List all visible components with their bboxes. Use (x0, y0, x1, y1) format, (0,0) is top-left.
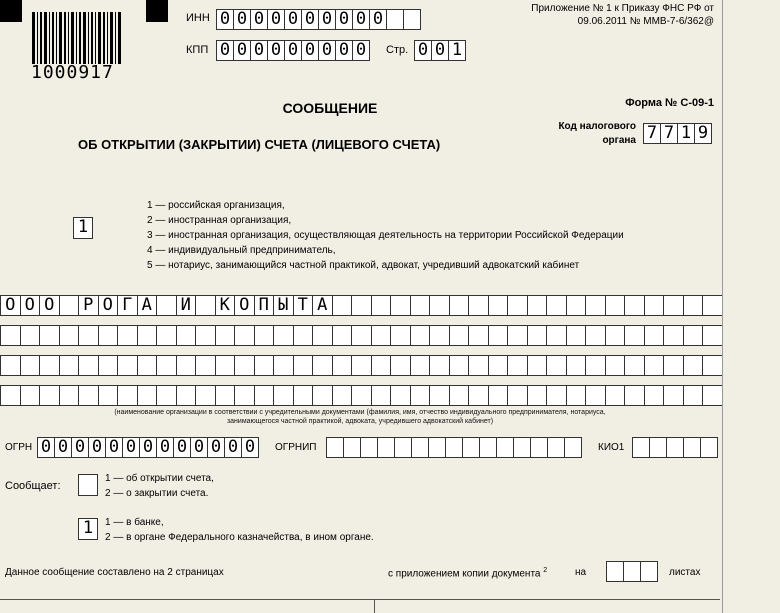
name-cell[interactable] (195, 295, 216, 316)
name-cell[interactable] (293, 325, 314, 346)
ogrnip-cell[interactable] (530, 437, 548, 458)
ogrnip-cell[interactable] (428, 437, 446, 458)
ogrnip-cell[interactable] (377, 437, 395, 458)
name-cell[interactable] (468, 385, 489, 406)
name-cell[interactable] (176, 355, 197, 376)
org-type-option: 1 — российская организация, (147, 200, 285, 211)
name-cell[interactable] (624, 295, 645, 316)
form-number: Форма № С-09-1 (625, 97, 714, 109)
name-cell[interactable]: Т (293, 295, 314, 316)
name-cell[interactable] (527, 325, 548, 346)
name-cell[interactable] (371, 355, 392, 376)
ogrn-cell[interactable]: 0 (139, 437, 157, 458)
name-cell[interactable] (566, 385, 587, 406)
tax-code-cell[interactable]: 9 (694, 123, 712, 144)
reports-label: Сообщает: (5, 480, 61, 492)
inn-label: ИНН (186, 12, 210, 24)
name-cell[interactable] (390, 385, 411, 406)
name-caption-line1: (наименование организации в соответствии с учредительными документами (фамилия, имя, отчество индивидуального предпринимателя, нотариуса, (114, 409, 606, 416)
name-cell[interactable] (507, 295, 528, 316)
name-grid-row[interactable] (0, 325, 722, 346)
name-cell[interactable] (585, 355, 606, 376)
name-cell[interactable] (683, 295, 704, 316)
name-cell[interactable] (234, 325, 255, 346)
ogrn-cell[interactable]: 0 (190, 437, 208, 458)
name-cell[interactable] (332, 325, 353, 346)
copy-text-label: с приложением копии документа (388, 568, 541, 580)
name-cell[interactable] (663, 295, 684, 316)
name-cell[interactable]: О (234, 295, 255, 316)
location-option-bank: 1 — в банке, (105, 517, 164, 528)
ogrnip-cell[interactable] (445, 437, 463, 458)
pages-text: Данное сообщение составлено на 2 страницах (5, 567, 224, 578)
name-cell[interactable] (663, 385, 684, 406)
name-cell[interactable] (117, 325, 138, 346)
page-number-cell[interactable]: 1 (448, 40, 466, 61)
name-cell[interactable] (410, 325, 431, 346)
name-cell[interactable] (410, 385, 431, 406)
page-label: Стр. (386, 44, 409, 56)
name-cell[interactable] (683, 325, 704, 346)
name-cell[interactable] (254, 355, 275, 376)
reports-field[interactable] (78, 474, 98, 496)
name-cell[interactable] (605, 295, 626, 316)
name-cell[interactable] (624, 385, 645, 406)
name-cell[interactable] (702, 295, 723, 316)
name-cell[interactable] (702, 355, 723, 376)
name-cell[interactable] (605, 325, 626, 346)
inn-cell[interactable]: 0 (335, 9, 353, 30)
name-cell[interactable] (468, 355, 489, 376)
kpp-field[interactable] (216, 40, 369, 61)
ogrnip-cell[interactable] (513, 437, 531, 458)
inn-cell[interactable]: 0 (352, 9, 370, 30)
name-cell[interactable] (410, 295, 431, 316)
reports-options (105, 471, 214, 501)
copy-text (388, 567, 547, 579)
name-cell[interactable] (390, 325, 411, 346)
kio-cell[interactable] (632, 437, 650, 458)
name-cell[interactable] (0, 355, 21, 376)
kio-cell[interactable] (700, 437, 718, 458)
corner-marker-right (146, 0, 168, 22)
name-cell[interactable]: О (0, 295, 21, 316)
name-cell[interactable] (273, 385, 294, 406)
name-cell[interactable]: Р (78, 295, 99, 316)
bottom-column-divider (374, 599, 375, 613)
right-margin-line (722, 0, 723, 613)
name-cell[interactable] (605, 355, 626, 376)
name-cell[interactable] (117, 355, 138, 376)
name-cell[interactable] (59, 385, 80, 406)
ogrn-cell[interactable]: 0 (88, 437, 106, 458)
kio-cell[interactable] (683, 437, 701, 458)
name-cell[interactable] (429, 385, 450, 406)
name-cell[interactable] (332, 385, 353, 406)
kpp-cell[interactable]: 0 (233, 40, 251, 61)
corner-marker-left (0, 0, 22, 22)
tax-code-cell[interactable]: 7 (660, 123, 678, 144)
name-cell[interactable] (644, 295, 665, 316)
name-cell[interactable] (410, 355, 431, 376)
name-grid-row[interactable] (0, 385, 722, 406)
name-cell[interactable] (468, 325, 489, 346)
name-cell[interactable] (585, 325, 606, 346)
name-cell[interactable]: А (137, 295, 158, 316)
sheets-cell[interactable] (606, 561, 624, 582)
name-cell[interactable] (351, 325, 372, 346)
name-cell[interactable] (117, 385, 138, 406)
name-cell[interactable] (156, 295, 177, 316)
name-cell[interactable] (254, 385, 275, 406)
kpp-cell[interactable]: 0 (284, 40, 302, 61)
sheets-cell[interactable] (623, 561, 641, 582)
kpp-cell[interactable]: 0 (216, 40, 234, 61)
copy-footnote: 2 (543, 567, 548, 574)
name-cell[interactable] (546, 385, 567, 406)
name-cell[interactable] (78, 355, 99, 376)
name-cell[interactable] (390, 355, 411, 376)
location-option-treasury: 2 — в органе Федерального казначейства, в ином органе. (105, 532, 374, 543)
name-cell[interactable] (605, 385, 626, 406)
name-cell[interactable]: О (39, 295, 60, 316)
name-cell[interactable] (624, 355, 645, 376)
name-cell[interactable] (234, 385, 255, 406)
name-cell[interactable] (156, 385, 177, 406)
ogrn-cell[interactable]: 0 (156, 437, 174, 458)
inn-cell[interactable]: 0 (284, 9, 302, 30)
name-cell[interactable] (215, 385, 236, 406)
name-cell[interactable] (39, 325, 60, 346)
name-cell[interactable] (468, 295, 489, 316)
org-type-option: 2 — иностранная организация, (147, 215, 292, 226)
bottom-divider (0, 599, 720, 600)
name-cell[interactable] (78, 385, 99, 406)
tax-code-label-line2: органа (602, 135, 636, 146)
name-cell[interactable] (449, 385, 470, 406)
name-cell[interactable] (507, 325, 528, 346)
kpp-cell[interactable]: 0 (318, 40, 336, 61)
ogrnip-label: ОГРНИП (275, 442, 317, 453)
on-label: на (575, 567, 587, 578)
ogrn-cell[interactable]: 0 (173, 437, 191, 458)
name-cell[interactable]: Г (117, 295, 138, 316)
name-cell[interactable] (78, 325, 99, 346)
ogrn-field[interactable] (37, 437, 258, 458)
ogrnip-cell[interactable] (411, 437, 429, 458)
kio-cell[interactable] (649, 437, 667, 458)
ogrnip-cell[interactable] (462, 437, 480, 458)
name-cell[interactable]: Ы (273, 295, 294, 316)
name-cell[interactable] (449, 355, 470, 376)
name-cell[interactable] (293, 385, 314, 406)
name-cell[interactable] (390, 295, 411, 316)
sheets-field[interactable] (606, 561, 657, 582)
barcode (32, 12, 124, 64)
kpp-cell[interactable]: 0 (267, 40, 285, 61)
tax-code-label-line1: Код налогового (558, 121, 636, 132)
org-type-field[interactable]: 1 (73, 217, 93, 239)
name-cell[interactable] (20, 355, 41, 376)
kpp-label: КПП (186, 44, 209, 56)
name-cell[interactable] (351, 355, 372, 376)
inn-cell[interactable]: 0 (216, 9, 234, 30)
sheets-cell[interactable] (640, 561, 658, 582)
inn-cell[interactable]: 0 (369, 9, 387, 30)
tax-code-label (540, 120, 636, 148)
kio-cell[interactable] (666, 437, 684, 458)
ogrnip-cell[interactable] (326, 437, 344, 458)
ogrn-cell[interactable]: 0 (71, 437, 89, 458)
inn-cell[interactable]: 0 (233, 9, 251, 30)
name-cell[interactable]: К (215, 295, 236, 316)
name-cell[interactable] (254, 325, 275, 346)
appendix-line2: 09.06.2011 № ММВ-7-6/362@ (577, 16, 714, 27)
name-caption-line2: занимающегося частной практикой, адвоката, учредившего адвокатский кабинет) (226, 418, 494, 425)
ogrn-cell[interactable]: 0 (207, 437, 225, 458)
page-number-cell[interactable]: 0 (431, 40, 449, 61)
ogrn-label: ОГРН (5, 442, 33, 453)
name-cell[interactable] (137, 355, 158, 376)
name-cell[interactable] (293, 355, 314, 376)
kpp-cell[interactable]: 0 (301, 40, 319, 61)
org-type-option: 5 — нотариус, занимающийся частной практикой, адвокат, учредивший адвокатский кабинет (147, 260, 580, 271)
name-cell[interactable] (137, 325, 158, 346)
name-cell[interactable] (527, 385, 548, 406)
appendix-line1: Приложение № 1 к Приказу ФНС РФ от (531, 3, 714, 14)
name-cell[interactable] (59, 295, 80, 316)
name-cell[interactable] (0, 385, 21, 406)
reports-option-close: 2 — о закрытии счета. (105, 488, 209, 499)
name-cell[interactable] (429, 325, 450, 346)
name-cell[interactable]: О (98, 295, 119, 316)
name-cell[interactable] (488, 325, 509, 346)
name-cell[interactable] (312, 325, 333, 346)
ogrnip-cell[interactable] (479, 437, 497, 458)
name-cell[interactable] (59, 325, 80, 346)
inn-cell[interactable]: 0 (267, 9, 285, 30)
name-cell[interactable] (663, 325, 684, 346)
name-cell[interactable] (644, 385, 665, 406)
name-cell[interactable] (663, 355, 684, 376)
name-cell[interactable] (371, 385, 392, 406)
page-number-cell[interactable]: 0 (414, 40, 432, 61)
barcode-number: 1000917 (31, 62, 114, 83)
name-cell[interactable] (585, 385, 606, 406)
form-subtitle: ОБ ОТКРЫТИИ (ЗАКРЫТИИ) СЧЕТА (ЛИЦЕВОГО СЧЕТА) (78, 137, 441, 152)
name-cell[interactable] (546, 325, 567, 346)
kpp-cell[interactable]: 0 (352, 40, 370, 61)
name-cell[interactable]: И (176, 295, 197, 316)
sheets-label: листах (669, 567, 701, 578)
name-cell[interactable]: П (254, 295, 275, 316)
name-cell[interactable] (215, 355, 236, 376)
name-grid-row[interactable] (0, 355, 722, 376)
name-cell[interactable] (566, 295, 587, 316)
name-cell[interactable] (507, 385, 528, 406)
appendix-note (470, 2, 714, 28)
name-cell[interactable]: А (312, 295, 333, 316)
name-cell[interactable] (566, 325, 587, 346)
name-cell[interactable] (137, 385, 158, 406)
name-cell[interactable] (273, 355, 294, 376)
name-cell[interactable] (312, 355, 333, 376)
name-cell[interactable] (507, 355, 528, 376)
tax-code-field[interactable] (643, 123, 711, 144)
org-type-option: 3 — иностранная организация, осуществляющая деятельность на территории Российской Федерации (147, 230, 624, 241)
name-cell[interactable] (20, 385, 41, 406)
name-cell[interactable] (39, 355, 60, 376)
name-cell[interactable] (98, 385, 119, 406)
name-cell[interactable] (624, 325, 645, 346)
name-cell[interactable] (273, 325, 294, 346)
name-cell[interactable] (371, 295, 392, 316)
name-cell[interactable] (0, 325, 21, 346)
name-cell[interactable] (702, 325, 723, 346)
ogrnip-field[interactable] (326, 437, 581, 458)
name-cell[interactable] (488, 295, 509, 316)
name-cell[interactable] (449, 325, 470, 346)
name-cell[interactable] (234, 355, 255, 376)
name-cell[interactable] (546, 355, 567, 376)
org-type-option: 4 — индивидуальный предприниматель, (147, 245, 336, 256)
name-cell[interactable] (332, 355, 353, 376)
name-cell[interactable] (429, 295, 450, 316)
ogrnip-cell[interactable] (496, 437, 514, 458)
name-cell[interactable] (527, 295, 548, 316)
ogrn-cell[interactable]: 0 (37, 437, 55, 458)
name-cell[interactable] (585, 295, 606, 316)
form-title: СООБЩЕНИЕ (282, 100, 378, 116)
name-cell[interactable] (488, 385, 509, 406)
org-type-options (147, 198, 624, 273)
ogrnip-cell[interactable] (547, 437, 565, 458)
name-cell[interactable] (39, 385, 60, 406)
inn-cell[interactable] (403, 9, 421, 30)
tax-code-cell[interactable]: 1 (677, 123, 695, 144)
ogrn-cell[interactable]: 0 (105, 437, 123, 458)
name-cell[interactable] (644, 325, 665, 346)
inn-field[interactable] (216, 9, 420, 30)
name-cell[interactable] (176, 385, 197, 406)
name-cell[interactable] (566, 355, 587, 376)
name-cell[interactable] (702, 385, 723, 406)
name-cell[interactable] (98, 355, 119, 376)
name-grid-row[interactable] (0, 295, 722, 316)
ogrn-cell[interactable]: 0 (54, 437, 72, 458)
name-cell[interactable] (332, 295, 353, 316)
ogrnip-cell[interactable] (394, 437, 412, 458)
name-cell[interactable] (546, 295, 567, 316)
kio-field[interactable] (632, 437, 717, 458)
tax-code-cell[interactable]: 7 (643, 123, 661, 144)
ogrnip-cell[interactable] (360, 437, 378, 458)
reports-option-open: 1 — об открытии счета, (105, 473, 214, 484)
name-cell[interactable] (215, 325, 236, 346)
name-cell[interactable] (98, 325, 119, 346)
name-cell[interactable] (449, 295, 470, 316)
name-cell[interactable] (527, 355, 548, 376)
name-cell[interactable] (644, 355, 665, 376)
kpp-cell[interactable]: 0 (250, 40, 268, 61)
inn-cell[interactable] (386, 9, 404, 30)
inn-cell[interactable]: 0 (301, 9, 319, 30)
name-cell[interactable] (371, 325, 392, 346)
ogrnip-cell[interactable] (564, 437, 582, 458)
ogrn-cell[interactable]: 0 (241, 437, 259, 458)
name-cell[interactable] (488, 355, 509, 376)
inn-cell[interactable]: 0 (318, 9, 336, 30)
name-cell[interactable] (156, 355, 177, 376)
name-cell[interactable] (683, 355, 704, 376)
name-cell[interactable] (195, 385, 216, 406)
name-cell[interactable] (351, 385, 372, 406)
ogrn-cell[interactable]: 0 (224, 437, 242, 458)
name-caption (0, 408, 720, 426)
name-cell[interactable] (312, 385, 333, 406)
location-field[interactable]: 1 (78, 518, 98, 540)
name-cell[interactable] (351, 295, 372, 316)
ogrnip-cell[interactable] (343, 437, 361, 458)
name-cell[interactable] (195, 355, 216, 376)
name-cell[interactable] (176, 325, 197, 346)
name-cell[interactable] (59, 355, 80, 376)
kio-label: КИО1 (598, 442, 625, 453)
name-cell[interactable] (429, 355, 450, 376)
name-cell[interactable] (156, 325, 177, 346)
ogrn-cell[interactable]: 0 (122, 437, 140, 458)
inn-cell[interactable]: 0 (250, 9, 268, 30)
name-cell[interactable] (195, 325, 216, 346)
location-options (105, 515, 374, 545)
name-cell[interactable]: О (20, 295, 41, 316)
name-cell[interactable] (20, 325, 41, 346)
name-cell[interactable] (683, 385, 704, 406)
kpp-cell[interactable]: 0 (335, 40, 353, 61)
page-number-field[interactable] (414, 40, 465, 61)
